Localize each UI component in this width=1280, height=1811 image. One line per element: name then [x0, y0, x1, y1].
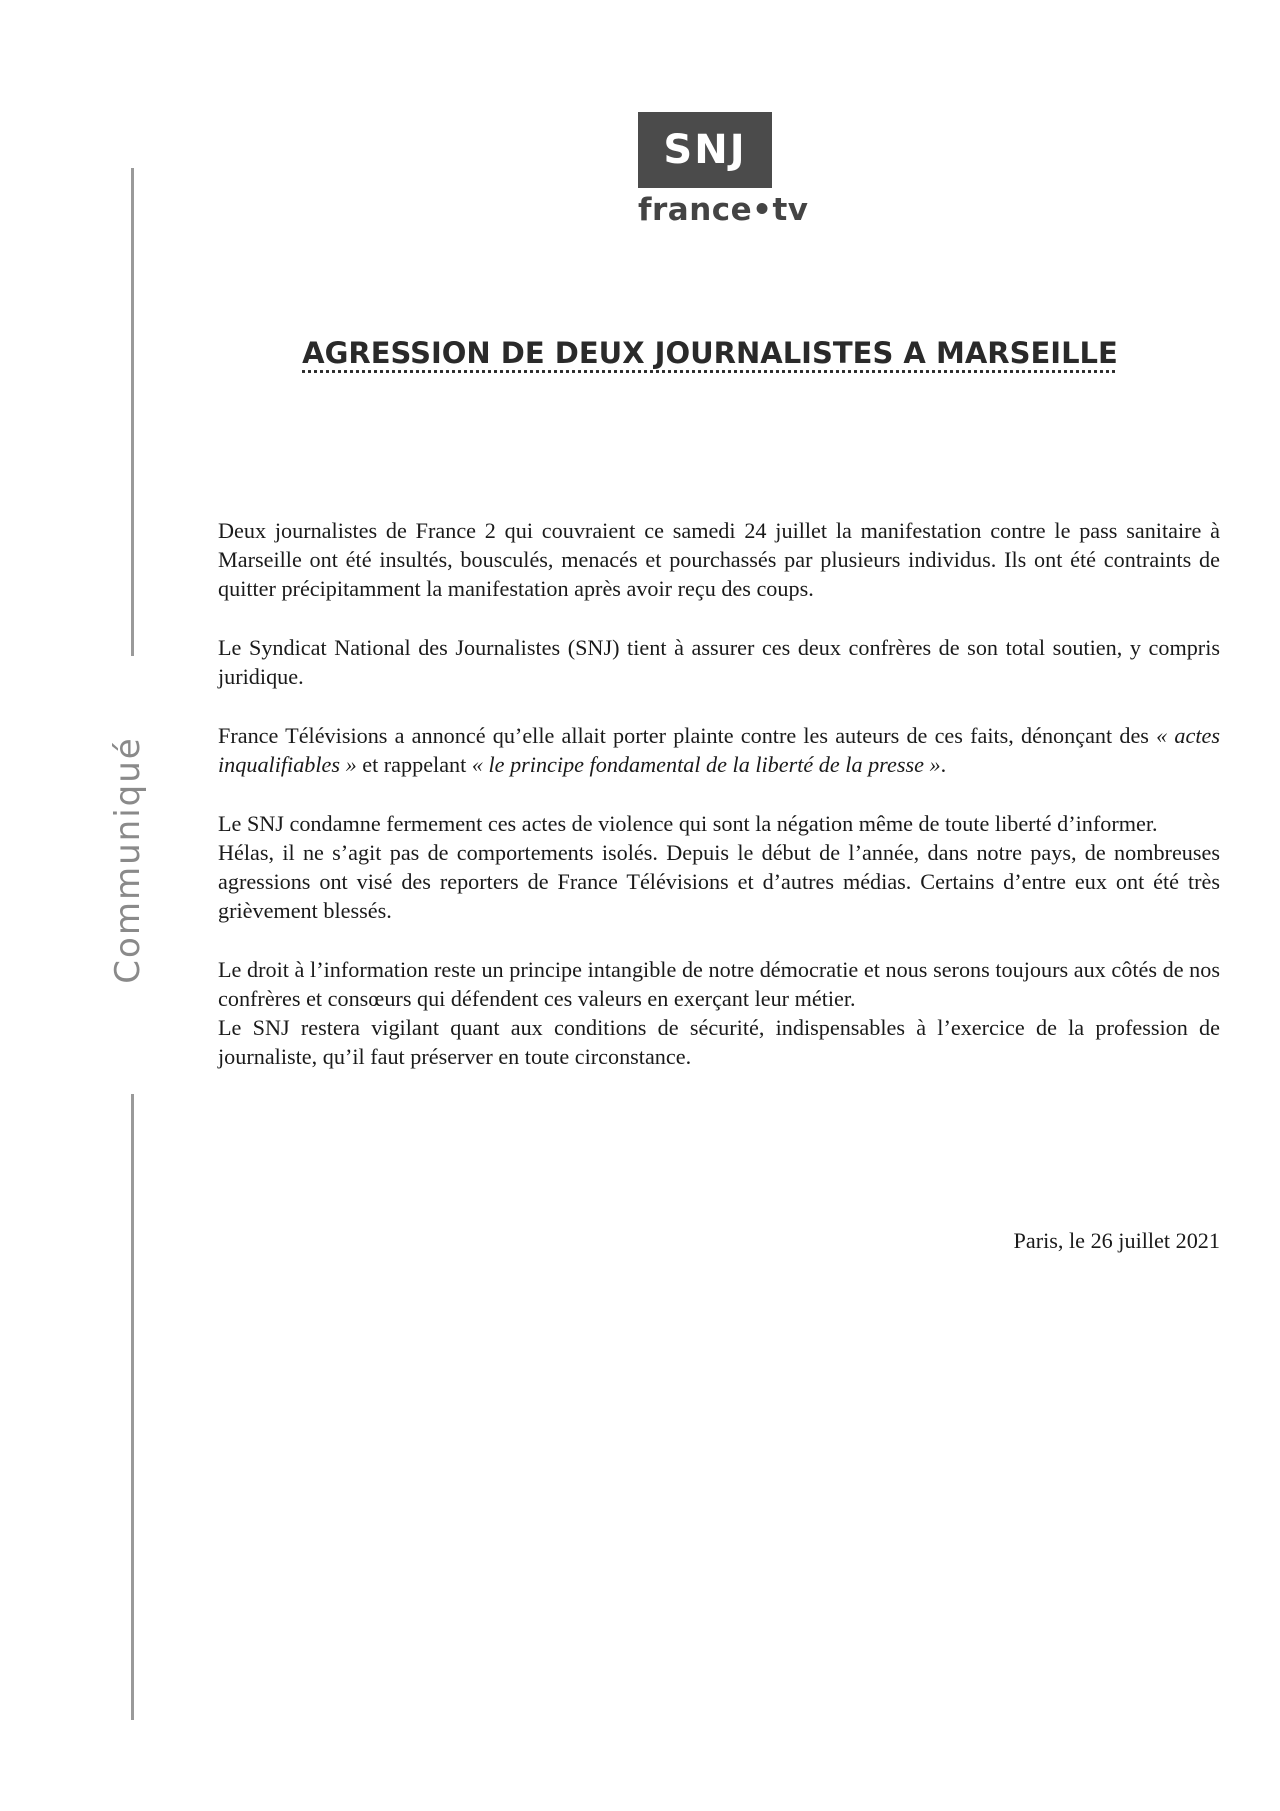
- france-tv-wordmark: france•tv: [638, 192, 809, 228]
- document-body: [218, 516, 1220, 1101]
- side-label-communique: Communiqué: [108, 736, 148, 984]
- paragraph-3-text-b: et rappelant: [356, 752, 472, 777]
- paragraph-4: Le SNJ condamne fermement ces actes de violence qui sont la négation même de toute liberté d’informer.: [218, 811, 1158, 836]
- quote-liberte-presse: « le principe fondamental de la liberté de la presse »: [471, 752, 941, 777]
- paragraph-7: Le SNJ restera vigilant quant aux conditions de sécurité, indispensables à l’exercice de la profession de journaliste, qu’il faut préserver en toute circonstance.: [218, 1015, 1220, 1069]
- paragraph-3-text-a: France Télévisions a annoncé qu’elle allait porter plainte contre les auteurs de ces faits, dénonçant des: [218, 723, 1157, 748]
- paragraph-6: Le droit à l’information reste un principe intangible de notre démocratie et nous serons toujours aux côtés de nos confrères et consœurs qui défendent ces valeurs en exerçant leur métier.: [218, 957, 1220, 1011]
- quote-actes-inqualifiables: « actes inqualifiables »: [218, 723, 1220, 777]
- snj-logo: [638, 112, 809, 228]
- side-rule-bottom: [131, 1094, 134, 1720]
- document-title: AGRESSION DE DEUX JOURNALISTES A MARSEILLE: [302, 336, 1118, 370]
- paragraph-3: [218, 721, 1220, 779]
- paragraph-2: Le Syndicat National des Journalistes (SNJ) tient à assurer ces deux confrères de son total soutien, y compris juridique.: [218, 635, 1220, 689]
- paragraph-3-text-c: .: [940, 752, 947, 777]
- side-rule-top: [131, 168, 134, 656]
- place-date-signoff: Paris, le 26 juillet 2021: [1013, 1228, 1220, 1253]
- paragraph-5: Hélas, il ne s’agit pas de comportements isolés. Depuis le début de l’année, dans notre pays, de nombreuses agressions ont visé des reporters de France Télévisions et d’autres médias. Certains d’entre eux ont été très grièvement blessés.: [218, 840, 1220, 923]
- paragraph-1: Deux journalistes de France 2 qui couvraient ce samedi 24 juillet la manifestation contre le pass sanitaire à Marseille ont été insultés, bousculés, menacés et pourchassés par plusieurs individus. Ils ont été contraints de quitter précipitamment la manifestation après avoir reçu des coups.: [218, 518, 1220, 601]
- snj-logo-mark: SNJ: [638, 112, 772, 188]
